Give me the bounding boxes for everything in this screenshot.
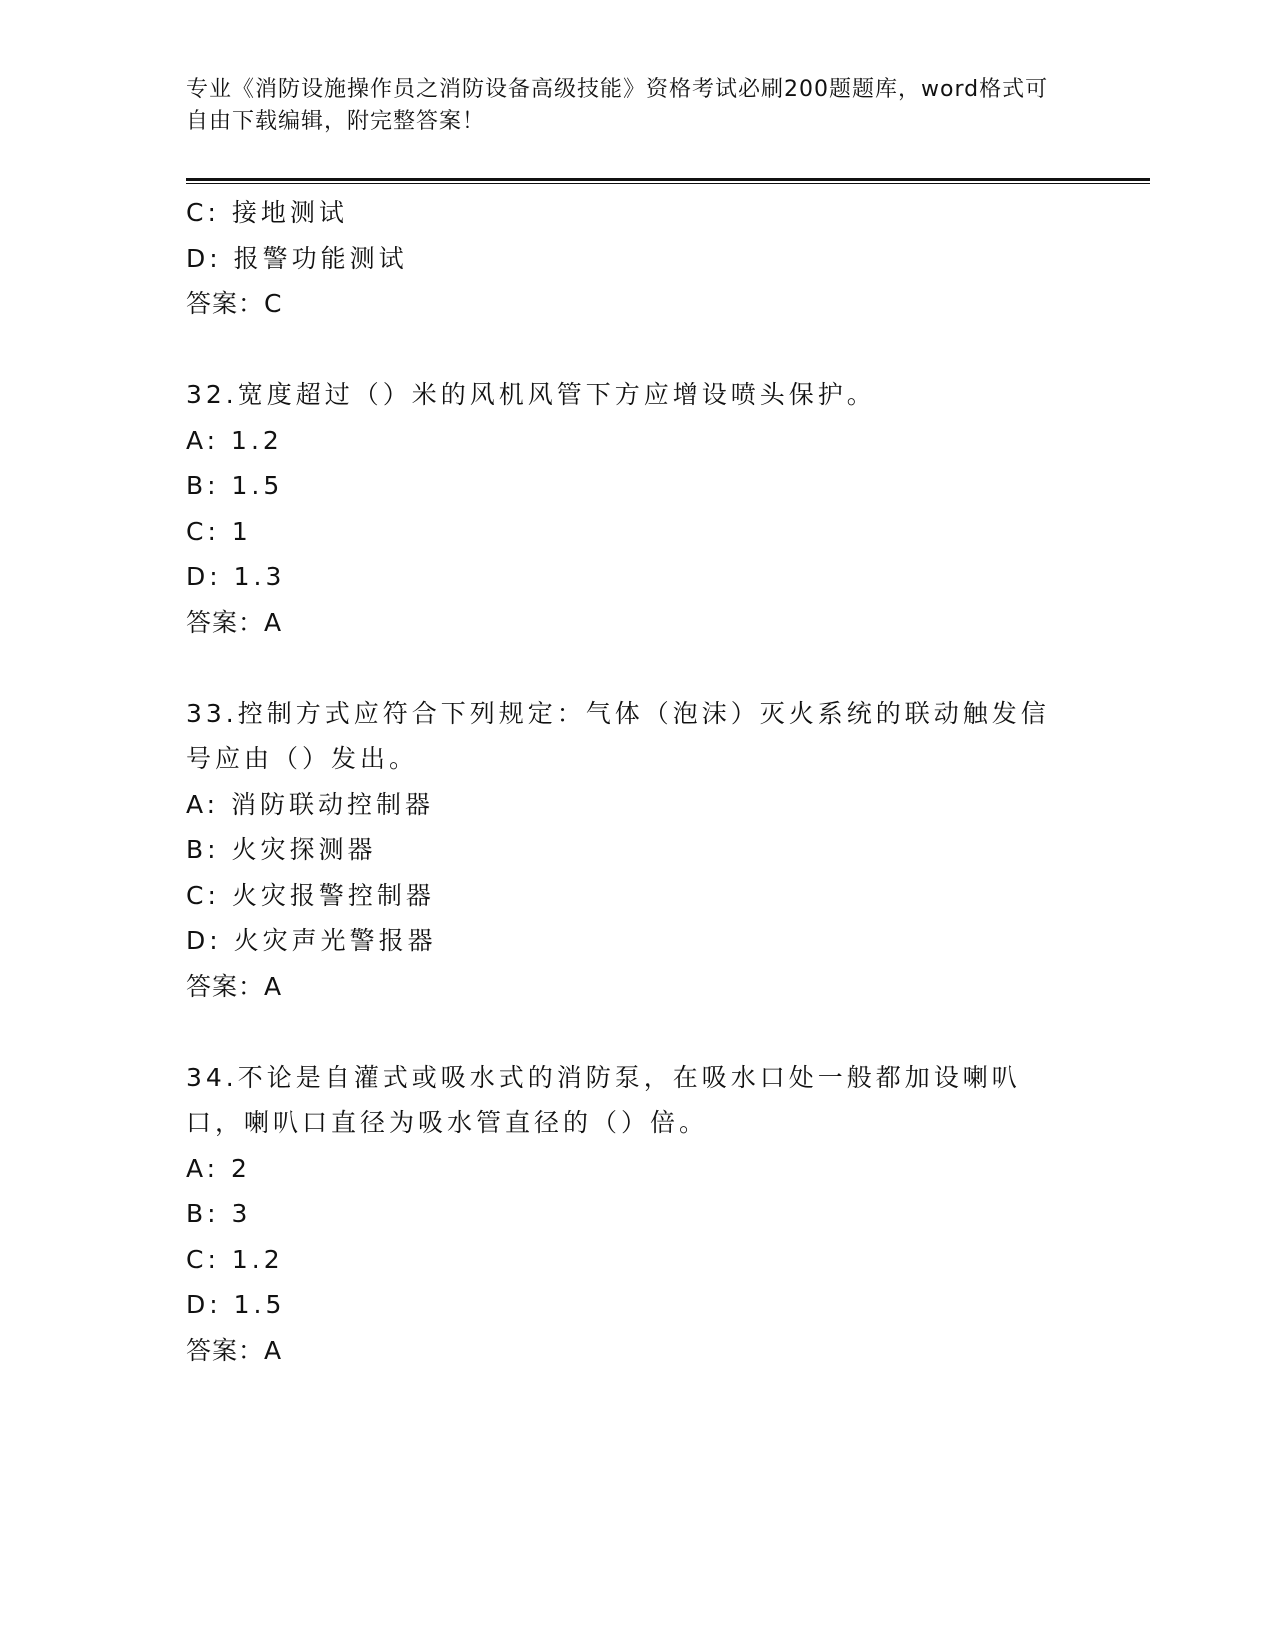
- answer: 答案：C: [186, 289, 283, 318]
- option-d: D: 1.3: [186, 562, 286, 591]
- option-b: B: 3: [186, 1199, 252, 1228]
- option-a: A: 1.2: [186, 425, 283, 455]
- question-33: [186, 691, 1076, 1010]
- answer: 答案：A: [186, 971, 283, 1001]
- spacer: [186, 327, 1076, 373]
- page-header: 专业《消防设施操作员之消防设备高级技能》资格考试必刷200题题库，word格式可自由下载编辑，附完整答案！: [186, 77, 1049, 134]
- option-a: A: 消防联动控制器: [186, 789, 435, 819]
- option-a: A: 2: [186, 1153, 251, 1183]
- option-d: D: 报警功能测试: [186, 243, 408, 273]
- option-c: C: 1.2: [186, 1244, 284, 1274]
- question-list: [186, 190, 1076, 1373]
- question-text: 34.不论是自灌式或吸水式的消防泵，在吸水口处一般都加设喇叭口，喇叭口直径为吸水管直径的（）倍。: [186, 1062, 1021, 1137]
- answer: 答案：A: [186, 1335, 283, 1365]
- header-rule-thick: [186, 178, 1150, 181]
- question-text: 33.控制方式应符合下列规定：气体（泡沫）灭火系统的联动触发信号应由（）发出。: [186, 698, 1050, 773]
- option-c: C: 1: [186, 516, 252, 546]
- option-c: C: 接地测试: [186, 198, 348, 227]
- question-31-continued: [186, 190, 1076, 327]
- question-text: 32.宽度超过（）米的风机风管下方应增设喷头保护。: [186, 380, 876, 409]
- option-d: D: 1.5: [186, 1290, 286, 1319]
- option-c: C: 火灾报警控制器: [186, 880, 435, 910]
- question-32: [186, 372, 1076, 645]
- question-34: [186, 1055, 1076, 1374]
- option-b: B: 火灾探测器: [186, 835, 377, 864]
- answer: 答案：A: [186, 607, 283, 637]
- spacer: [186, 645, 1076, 691]
- header-rule-thin: [186, 183, 1150, 184]
- option-b: B: 1.5: [186, 471, 284, 500]
- spacer: [186, 1009, 1076, 1055]
- option-d: D: 火灾声光警报器: [186, 926, 437, 955]
